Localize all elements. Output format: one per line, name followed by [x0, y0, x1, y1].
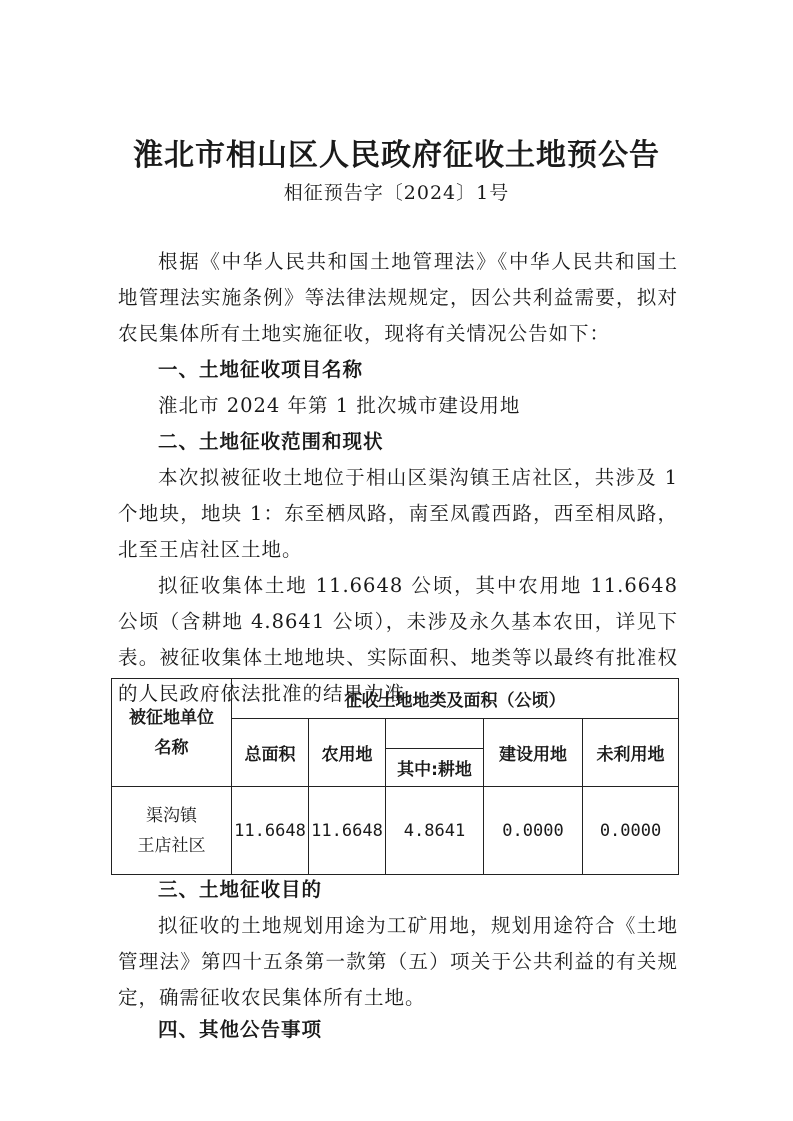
header-group: 征收土地地类及面积（公顷） [232, 679, 679, 719]
section3-text: 拟征收的土地规划用途为工矿用地，规划用途符合《土地管理法》第四十五条第一款第（五）项关于公共利益的有关规定，确需征收农民集体所有土地。 [118, 914, 678, 1009]
header-cultivated: 其中:耕地 [386, 749, 484, 787]
land-area-table [111, 678, 679, 875]
header-construction: 建设用地 [484, 719, 583, 787]
intro-paragraph: 根据《中华人民共和国土地管理法》《中华人民共和国土地管理法实施条例》等法律法规规定，因公共利益需要，拟对农民集体所有土地实施征收，现将有关情况公告如下： [118, 250, 678, 345]
section2-paragraph-2: 拟征收集体土地 11.6648 公顷，其中农用地 11.6648 公顷（含耕地 4.8641 公顷），未涉及永久基本农田，详见下表。被征收集体土地地块、实际面积、地类等以最终有批准权的人民政府依法批准的结果为准。 [118, 574, 678, 705]
row-unit-name [112, 787, 232, 875]
section1-text: 淮北市 2024 年第 1 批次城市建设用地 [158, 394, 521, 417]
section2-heading: 二、土地征收范围和现状 [158, 430, 384, 453]
cell-total: 11.6648 [232, 787, 309, 875]
row-unit-line1: 渠沟镇 [146, 805, 197, 826]
cell-cultivated: 4.8641 [386, 787, 484, 875]
cell-construction: 0.0000 [484, 787, 583, 875]
section3-heading: 三、土地征收目的 [158, 878, 323, 901]
header-unused: 未利用地 [583, 719, 679, 787]
section4-heading: 四、其他公告事项 [158, 1018, 323, 1041]
section1-heading: 一、土地征收项目名称 [158, 358, 364, 381]
document-number: 相征预告字〔2024〕1号 [283, 182, 510, 204]
header-agri: 农用地 [309, 719, 386, 787]
header-unit-line2: 名称 [154, 737, 189, 758]
row-unit-line2: 王店社区 [137, 835, 206, 856]
section2-paragraph-1: 本次拟被征收土地位于相山区渠沟镇王店社区，共涉及 1 个地块，地块 1：东至栖凤路，南至凤霞西路，西至相凤路，北至王店社区土地。 [118, 466, 678, 561]
header-unit-line1: 被征地单位 [129, 707, 214, 728]
header-blank-cell [386, 719, 484, 749]
header-total: 总面积 [232, 719, 309, 787]
document-title: 淮北市相山区人民政府征收土地预公告 [133, 138, 660, 173]
cell-unused: 0.0000 [583, 787, 679, 875]
cell-agri: 11.6648 [309, 787, 386, 875]
header-unit-name [112, 679, 232, 787]
